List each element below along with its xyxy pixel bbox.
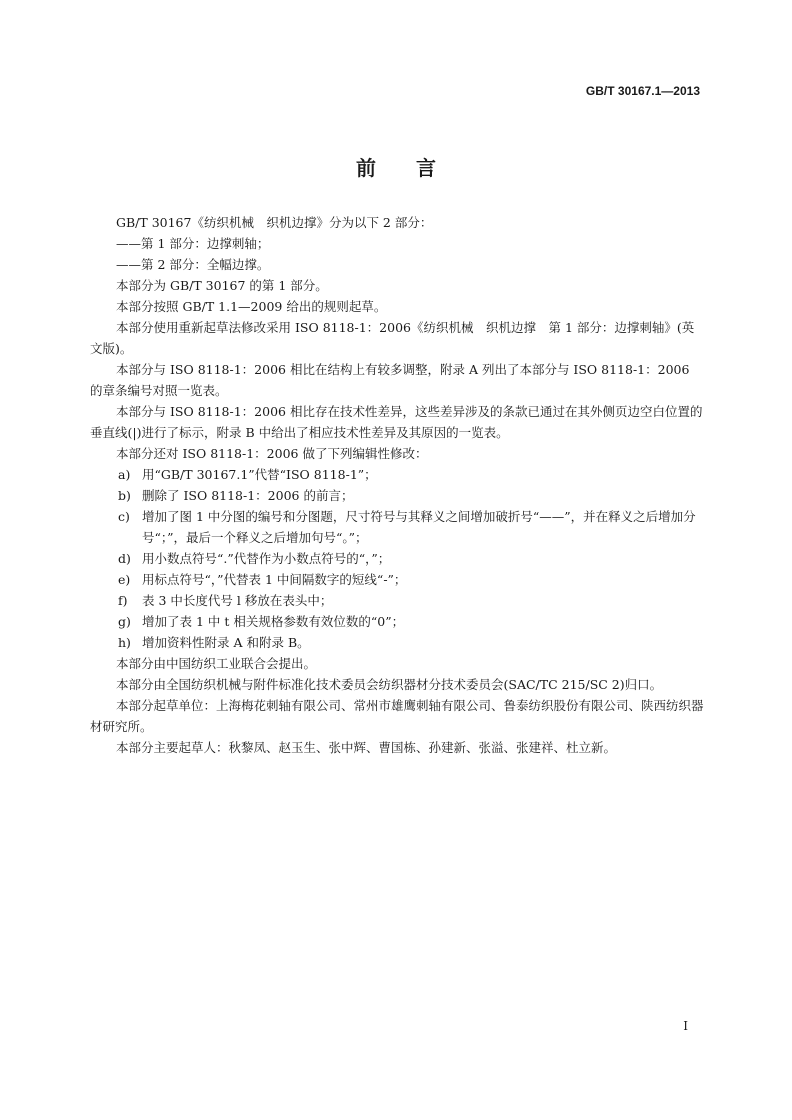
list-item bbox=[118, 506, 704, 548]
list-item-label: b) bbox=[118, 488, 131, 503]
list-item-label: e) bbox=[118, 572, 131, 587]
edit-list bbox=[90, 464, 704, 653]
paragraph: 本部分与 ISO 8118-1：2006 相比存在技术性差异，这些差异涉及的条款已通过在其外侧页边空白位置的垂直线(|)进行了标示，附录 B 中给出了相应技术性差异及其原因的一览表。 bbox=[90, 404, 703, 440]
paragraph: GB/T 30167《纺织机械 织机边撑》分为以下 2 部分： bbox=[116, 215, 433, 230]
list-item bbox=[118, 464, 704, 485]
list-item bbox=[118, 611, 704, 632]
list-item-text: 用小数点符号“.”代替作为小数点符号的“，”； bbox=[142, 551, 391, 566]
paragraph: 本部分由全国纺织机械与附件标准化技术委员会纺织器材分技术委员会(SAC/TC 215/SC 2)归口。 bbox=[116, 677, 663, 692]
paragraph: 本部分使用重新起草法修改采用 ISO 8118-1：2006《纺织机械 织机边撑 第 1 部分：边撑刺轴》(英文版)。 bbox=[90, 320, 695, 356]
page-title: 前言 bbox=[356, 156, 476, 180]
paragraph: 本部分按照 GB/T 1.1—2009 给出的规则起草。 bbox=[116, 299, 387, 314]
paragraph: 本部分主要起草人：秋黎凤、赵玉生、张中辉、曹国栋、孙建新、张溢、张建祥、杜立新。 bbox=[116, 740, 617, 755]
paragraph: 本部分与 ISO 8118-1：2006 相比在结构上有较多调整，附录 A 列出了本部分与 ISO 8118-1：2006 的章条编号对照一览表。 bbox=[90, 362, 690, 398]
paragraph: 本部分由中国纺织工业联合会提出。 bbox=[116, 656, 317, 671]
list-item-label: c) bbox=[118, 509, 130, 524]
list-item-text: 删除了 ISO 8118-1：2006 的前言； bbox=[142, 488, 354, 503]
paragraph: 本部分为 GB/T 30167 的第 1 部分。 bbox=[116, 278, 328, 293]
list-item-text: 增加资料性附录 A 和附录 B。 bbox=[142, 635, 310, 650]
list-item-label: a) bbox=[118, 467, 131, 482]
page-number: I bbox=[683, 1019, 688, 1033]
paragraph: ——第 2 部分：全幅边撑。 bbox=[116, 257, 270, 272]
list-item-label: d) bbox=[118, 551, 131, 566]
paragraph: 本部分还对 ISO 8118-1：2006 做了下列编辑性修改： bbox=[116, 446, 428, 461]
paragraph: ——第 1 部分：边撑刺轴； bbox=[116, 236, 270, 251]
paragraph: 本部分起草单位：上海梅花刺轴有限公司、常州市雄鹰刺轴有限公司、鲁泰纺织股份有限公司、陕西纺织器材研究所。 bbox=[90, 698, 704, 734]
list-item-text: 增加了图 1 中分图的编号和分图题，尺寸符号与其释义之间增加破折号“——”，并在释义之后增加分号“；”，最后一个释义之后增加句号“。”； bbox=[142, 509, 696, 545]
list-item-label: g) bbox=[118, 614, 131, 629]
list-item bbox=[118, 548, 704, 569]
list-item bbox=[118, 485, 704, 506]
foreword-body bbox=[90, 212, 704, 758]
list-item-text: 用标点符号“，”代替表 1 中间隔数字的短线“-”； bbox=[142, 572, 407, 587]
list-item-label: f) bbox=[118, 593, 128, 608]
list-item-label: h) bbox=[118, 635, 131, 650]
list-item bbox=[118, 632, 704, 653]
list-item-text: 增加了表 1 中 t 相关规格参数有效位数的“0”； bbox=[142, 614, 405, 629]
standard-code: GB/T 30167.1—2013 bbox=[585, 84, 700, 98]
list-item bbox=[118, 569, 704, 590]
list-item-text: 用“GB/T 30167.1”代替“ISO 8118-1”； bbox=[142, 467, 377, 482]
list-item bbox=[118, 590, 704, 611]
list-item-text: 表 3 中长度代号 l 移放在表头中； bbox=[142, 593, 333, 608]
